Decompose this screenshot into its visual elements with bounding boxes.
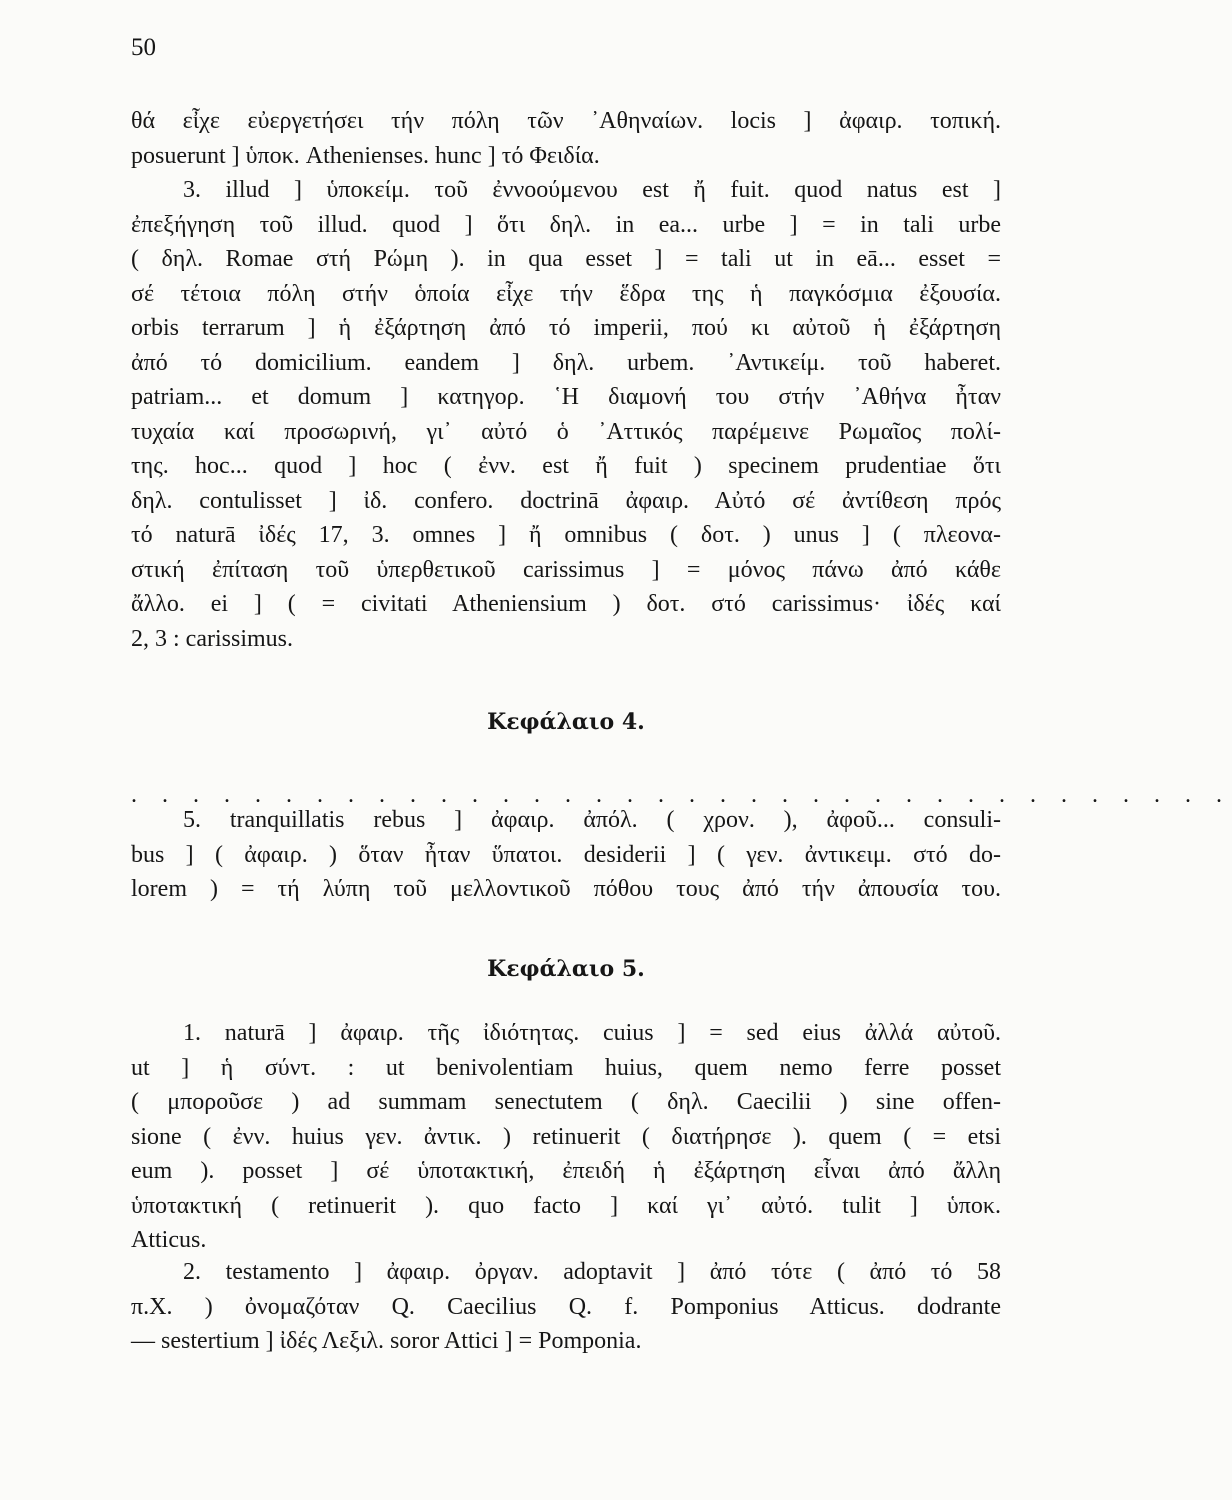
text-line: θά εἶχε εὐεργετήσει τήν πόλη τῶν ᾿Αθηναίων. locis ] ἀφαιρ. τοπική.: [131, 108, 1001, 134]
text-line: τυχαία καί προσωρινή, γι᾿ αὐτό ὁ ᾿Αττικός παρέμεινε Ρωμαῖος πολί-: [131, 418, 1001, 445]
text-line: 2, 3 : carissimus.: [131, 625, 293, 652]
text-line: 3. illud ] ὑποκείμ. τοῦ ἐννοούμενου est ἤ fuit. quod natus est ]: [183, 177, 1001, 203]
chapter-heading-5: Κεφάλαιο 5.: [487, 956, 645, 982]
text-line: ( δηλ. Romae στή Ρώμη ). in qua esset ] = tali ut in eā... esset =: [131, 246, 1001, 272]
text-line: ἀπό τό domicilium. eandem ] δηλ. urbem. ᾿Αντικείμ. τοῦ haberet.: [131, 349, 1001, 376]
text-line: δηλ. contulisset ] ἰδ. confero. doctrinā ἀφαιρ. Αὐτό σέ ἀντίθεση πρός: [131, 487, 1001, 514]
text-line: Atticus.: [131, 1227, 207, 1253]
paragraph-block-1: [131, 104, 1001, 656]
text-line: patriam... et domum ] κατηγορ. ῾Η διαμονή του στήν ᾿Αθήνα ἦταν: [131, 384, 1001, 410]
text-line: σέ τέτοια πόλη στήν ὁποία εἶχε τήν ἕδρα της ἡ παγκόσμια ἐξουσία.: [131, 280, 1001, 307]
text-line: orbis terrarum ] ἡ ἐξάρτηση ἀπό τό imperii, πού κι αὐτοῦ ἡ ἐξάρτηση: [131, 315, 1001, 341]
text-line: 2. testamento ] ἀφαιρ. ὀργαν. adoptavit ] ἀπό τότε ( ἀπό τό 58: [183, 1259, 1001, 1285]
text-line: posuerunt ] ὑποκ. Athenienses. hunc ] τό Φειδία.: [131, 142, 600, 169]
paragraph-block-3: [131, 1016, 1001, 1258]
text-line: eum ). posset ] σέ ὑποτακτική, ἐπειδή ἡ ἐξάρτηση εἶναι ἀπό ἄλλη: [131, 1158, 1001, 1184]
text-line: ἄλλο. ei ] ( = civitati Atheniensium ) δοτ. στό carissimus· ἰδές καί: [131, 591, 1001, 617]
text-line: τό naturā ἰδές 17, 3. omnes ] ἤ omnibus ( δοτ. ) unus ] ( πλεονα-: [131, 522, 1001, 548]
text-line: 1. naturā ] ἀφαιρ. τῆς ἰδιότητας. cuius ] = sed eius ἀλλά αὐτοῦ.: [183, 1020, 1001, 1046]
paragraph-block-2: [131, 803, 1001, 907]
text-line: ἐπεξήγηση τοῦ illud. quod ] ὅτι δηλ. in ea... urbe ] = in tali urbe: [131, 211, 1001, 238]
text-line: 5. tranquillatis rebus ] ἀφαιρ. ἀπόλ. ( χρον. ), ἀφοῦ... consuli-: [183, 807, 1001, 833]
text-line: lorem ) = τή λύπη τοῦ μελλοντικοῦ πόθου τους ἀπό τήν ἀπουσία του.: [131, 876, 1001, 902]
ellipsis-separator: . . . . . . . . . . . . . . . . . . . . . . . . . . . . . . . . . . . .: [131, 782, 1232, 808]
text-line: ( μποροῦσε ) ad summam senectutem ( δηλ. Caecilii ) sine offen-: [131, 1089, 1001, 1115]
text-line: ut ] ἡ σύντ. : ut benivolentiam huius, quem nemo ferre posset: [131, 1054, 1001, 1081]
text-line: ὑποτακτική ( retinuerit ). quo facto ] καί γι᾿ αὐτό. tulit ] ὑποκ.: [131, 1192, 1001, 1219]
text-line: — sestertium ] ἰδές Λεξιλ. soror Attici ] = Pomponia.: [131, 1328, 642, 1354]
text-line: sione ( ἐνν. huius γεν. ἀντικ. ) retinuerit ( διατήρησε ). quem ( = etsi: [131, 1123, 1001, 1150]
page-number: 50: [131, 34, 156, 61]
text-line: στική ἐπίταση τοῦ ὑπερθετικοῦ carissimus ] = μόνος πάνω ἀπό κάθε: [131, 556, 1001, 583]
text-line: της. hoc... quod ] hoc ( ἐνν. est ἤ fuit ) specinem prudentiae ὅτι: [131, 453, 1001, 479]
chapter-heading-4: Κεφάλαιο 4.: [487, 709, 645, 735]
text-line: bus ] ( ἀφαιρ. ) ὅταν ἦταν ὕπατοι. desiderii ] ( γεν. ἀντικειμ. στό do-: [131, 841, 1001, 868]
paragraph-block-4: [131, 1255, 1001, 1359]
text-line: π.Χ. ) ὀνομαζόταν Q. Caecilius Q. f. Pomponius Atticus. dodrante: [131, 1293, 1001, 1320]
